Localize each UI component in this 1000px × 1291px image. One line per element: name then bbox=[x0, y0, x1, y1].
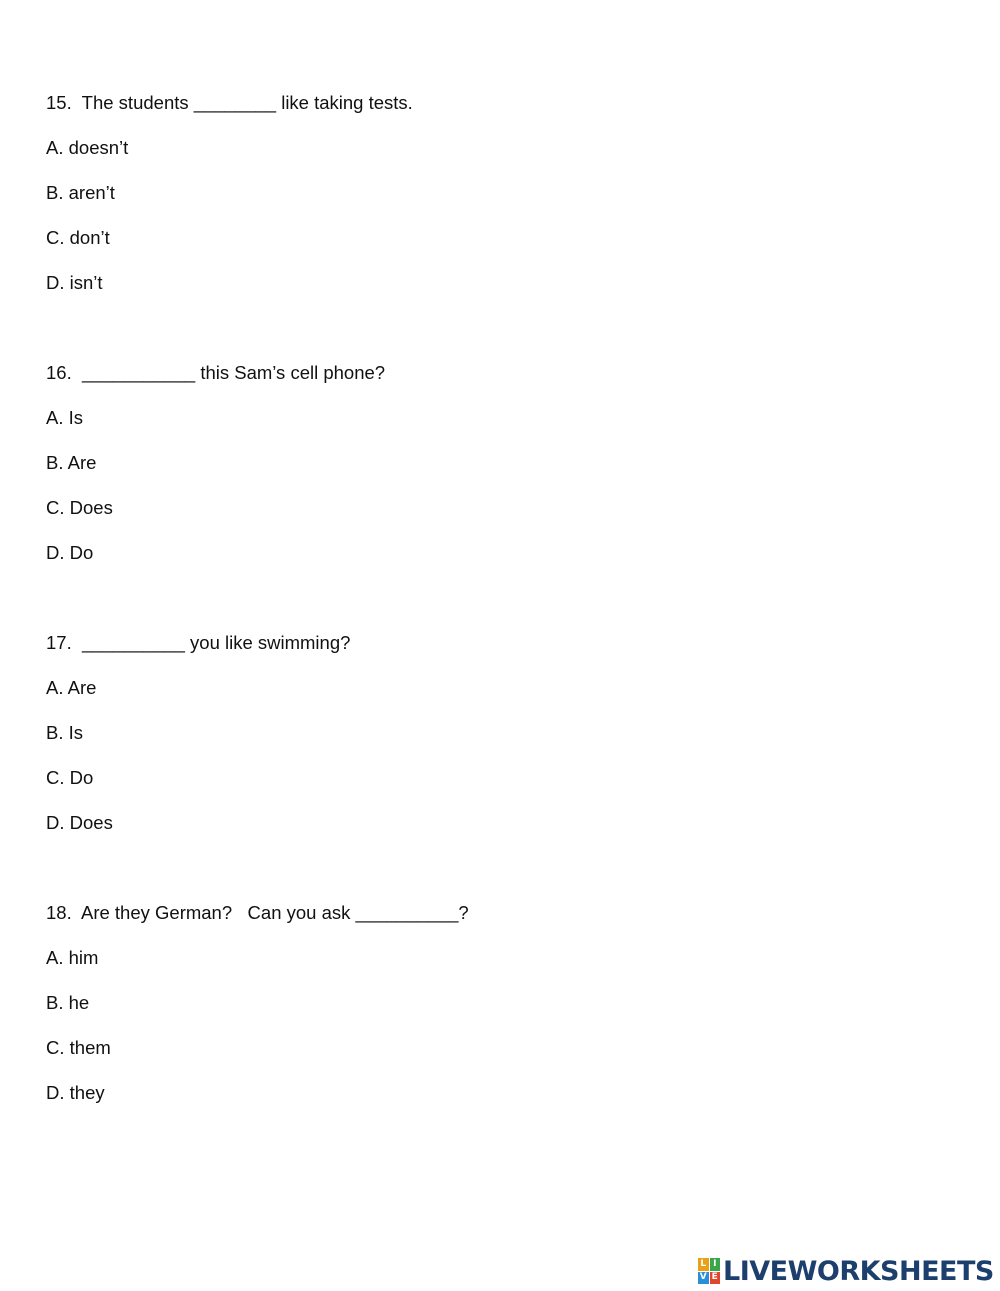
question-15-option-c[interactable]: C. don’t bbox=[46, 227, 110, 248]
question-17-option-b[interactable]: B. Is bbox=[46, 722, 84, 743]
question-18-option-b[interactable]: B. he bbox=[46, 992, 90, 1013]
question-18-option-d[interactable]: D. they bbox=[46, 1082, 105, 1103]
liveworksheets-logo bbox=[698, 1255, 994, 1287]
liveworksheets-mark-icon bbox=[698, 1258, 720, 1284]
logo-mark-v: V bbox=[699, 1272, 707, 1283]
question-17-option-a[interactable]: A. Are bbox=[46, 677, 97, 698]
question-18-stem: 18. Are they German? Can you ask __________? bbox=[46, 902, 469, 923]
question-16-stem: 16. ___________ this Sam’s cell phone? bbox=[46, 362, 386, 383]
question-17-option-c[interactable]: C. Do bbox=[46, 767, 94, 788]
logo-mark-l: L bbox=[698, 1258, 709, 1271]
question-16-option-d[interactable]: D. Do bbox=[46, 542, 94, 563]
logo-mark-e: E bbox=[710, 1272, 721, 1285]
logo-wordmark: LIVEWORKSHEETS bbox=[723, 1255, 994, 1287]
question-16-option-a[interactable]: A. Is bbox=[46, 407, 84, 428]
question-16-option-c[interactable]: C. Does bbox=[46, 497, 113, 518]
question-18-option-c[interactable]: C. them bbox=[46, 1037, 111, 1058]
question-17-stem: 17. __________ you like swimming? bbox=[46, 632, 351, 653]
question-15-option-d[interactable]: D. isn’t bbox=[46, 272, 103, 293]
logo-mark-i: I bbox=[710, 1258, 721, 1271]
question-15-option-b[interactable]: B. aren’t bbox=[46, 182, 115, 203]
question-16-option-b[interactable]: B. Are bbox=[46, 452, 97, 473]
question-18-option-a[interactable]: A. him bbox=[46, 947, 99, 968]
question-17-option-d[interactable]: D. Does bbox=[46, 812, 113, 833]
question-15-option-a[interactable]: A. doesn’t bbox=[46, 137, 129, 158]
question-15-stem: 15. The students ________ like taking tests. bbox=[46, 92, 413, 113]
